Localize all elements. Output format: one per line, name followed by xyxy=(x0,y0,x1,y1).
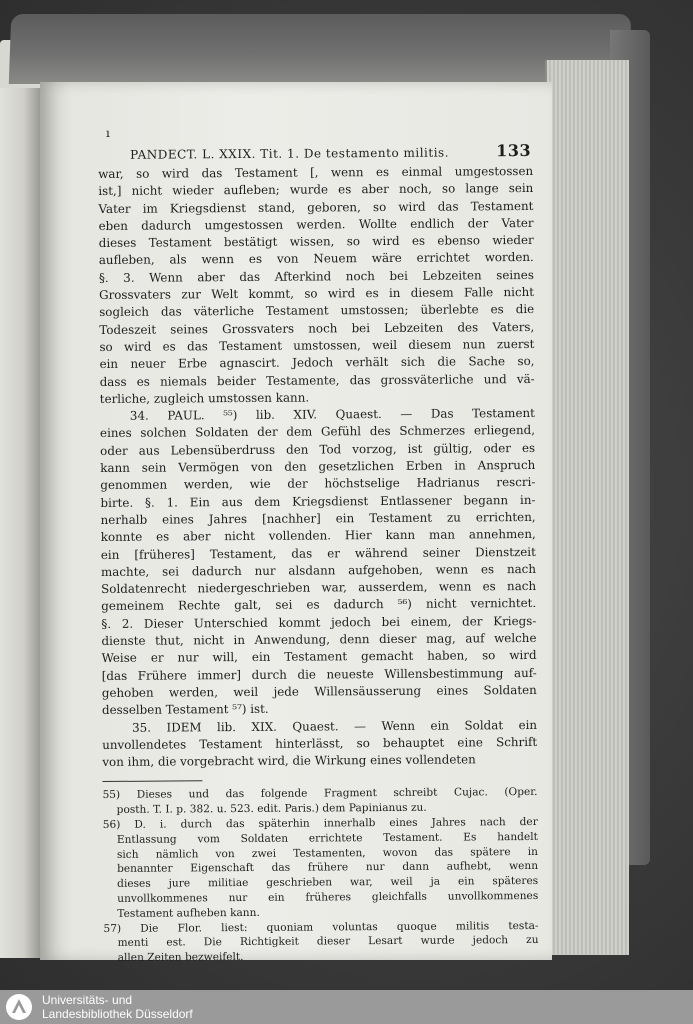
text-line: desselben Testament ⁵⁷) ist. xyxy=(101,702,269,718)
text-line: war, so wird das Testament [, wenn es einmal umgestossen xyxy=(98,163,534,181)
text-line: dieses Testament bestätigt wissen, so wird es ebenso wieder xyxy=(98,233,534,251)
text-line: so wird es das Testament umstossen, weil diesem nun zuerst xyxy=(99,336,535,354)
text-line: aufleben, als wenn es von Neuem wäre errichtet worden. xyxy=(98,250,534,268)
book-top-cover xyxy=(9,14,631,84)
footnote-line: benannter Eigenschaft das frühere nur dann aufhebt, wenn xyxy=(117,860,539,876)
footnote-line: sich nämlich von zwei Testamenten, wovon das spätere in xyxy=(116,845,538,861)
text-line: eines solchen Soldaten der dem Gefühl des Schmerzes erliegend, xyxy=(99,423,536,441)
text-line: Weise er nur will, ein Testament gemacht haben, so wird xyxy=(101,648,537,666)
library-logo-icon xyxy=(5,993,33,1021)
text-line: ist,] nicht wieder aufleben; wurde es aber noch, so lange sein xyxy=(98,181,534,199)
margin-mark: ı xyxy=(105,125,111,140)
text-line: §. 3. Wenn aber das Afterkind noch bei Lebzeiten seines xyxy=(98,267,534,285)
page-number: 133 xyxy=(496,140,532,161)
book-page xyxy=(40,82,552,965)
text-line: [das Frühere immer] durch die neueste Willensbestimmung auf- xyxy=(101,665,537,683)
text-line: dienste thut, nicht in Anwendung, denn dieser mag, auf welche xyxy=(101,630,537,649)
text-line: genommen werden, wie der höchstselige Hadrianus rescri- xyxy=(100,475,536,493)
footnote-line: Entlassung vom Soldaten errichtete Testament. Es handelt xyxy=(116,830,538,846)
footnote-line: posth. T. I. p. 382. u. 523. edit. Paris.) dem Papinianus zu. xyxy=(116,801,427,817)
text-line: unvollendetes Testament hinterlässt, so behauptet eine Schrift xyxy=(102,734,538,752)
library-name-line1: Universitäts- und xyxy=(42,993,133,1007)
text-line: sogleich das väterliche Testament umstossen; überlebte es die xyxy=(99,302,535,320)
footnote-line: dieses jure militiae geschrieben war, weil ja ein späteres xyxy=(117,875,539,891)
text-line: terliche, zugleich umstossen kann. xyxy=(99,390,310,406)
library-name-line2: Landesbibliothek Düsseldorf xyxy=(42,1007,193,1021)
footnote-line: Testament aufheben kann. xyxy=(117,906,260,920)
footnote-line: unvollkommenes nur ein früheres gleichfalls unvollkommenes xyxy=(117,889,539,905)
footnote-line: allen Zeiten bezweifelt. xyxy=(117,951,244,965)
running-header xyxy=(98,125,533,166)
page-text xyxy=(98,125,539,966)
header-title: PANDECT. L. XXIX. Tit. 1. De testamento militis. xyxy=(130,145,450,162)
text-line: ein neuer Erbe agnascirt. Jedoch verhält sich die Sache so, xyxy=(99,354,535,372)
footnote-line: menti est. Die Richtigkeit dieser Lesart wurde jedoch zu xyxy=(117,934,539,950)
text-line: eben dadurch umgestossen werden. Wollte endlich der Vater xyxy=(98,215,534,233)
text-line: Todeszeit seines Grossvaters noch bei Lebzeiten des Vaters, xyxy=(99,319,535,337)
text-line: kann sein Vermögen von den gesetzlichen Erben in Anspruch xyxy=(100,458,536,476)
text-line: 34. PAUL. ⁵⁵) lib. XIV. Quaest. — Das Testament xyxy=(129,406,535,423)
footnote-line: 55) Dieses und das folgende Fragment schreibt Cujac. (Oper. xyxy=(102,786,538,802)
page-edges xyxy=(545,60,629,955)
text-line: nerhalb eines Jahres [nachher] ein Testament zu errichten, xyxy=(100,509,536,527)
text-line: oder aus Lebensüberdruss den Tod vorzog, ist gültig, oder es xyxy=(100,440,536,458)
footnote-rule xyxy=(102,781,202,783)
body-text xyxy=(98,163,537,771)
text-line: von ihm, die vorgebracht wird, die Wirkung eines vollendeten xyxy=(102,752,476,770)
text-line: machte, sei dadurch nur alsdann aufgehoben, wenn es nach xyxy=(100,561,537,579)
text-line: konnte es aber nicht vollenden. Hier kann man annehmen, xyxy=(100,527,536,545)
left-page xyxy=(0,88,40,958)
text-line: Soldatenrecht niedergeschrieben war, ausserdem, wenn es nach xyxy=(101,579,537,597)
footnote-line: 57) Die Flor. liest: quoniam voluntas quoque militis testa- xyxy=(103,919,539,935)
text-line: §. 2. Dieser Unterschied kommt jedoch bei einem, der Kriegs- xyxy=(101,613,537,631)
text-line: gemeinem Rechte galt, sei es dadurch ⁵⁶) nicht vernichtet. xyxy=(101,596,537,614)
text-line: gehoben werden, weil jede Willensäusserung eines Soldaten xyxy=(101,682,537,700)
text-line: dass es niemals beider Testamente, das grossväterliche und vä- xyxy=(99,371,535,389)
text-line: 35. IDEM lib. XIX. Quaest. — Wenn ein Soldat ein xyxy=(132,717,538,735)
library-footer xyxy=(0,990,693,1024)
footnote-line: 56) D. i. durch das späterhin innerhalb eines Jahres nach der xyxy=(102,815,538,831)
text-line: Grossvaters zur Welt kommt, so wird es in diesem Falle nicht xyxy=(99,285,535,303)
text-line: Vater im Kriegsdienst stand, geboren, so wird das Testament xyxy=(98,198,534,216)
text-line: birte. §. 1. Ein aus dem Kriegsdienst Entlassener begann in- xyxy=(100,492,536,510)
footnotes xyxy=(102,785,538,966)
text-line: ein [früheres] Testament, das er während seiner Dienstzeit xyxy=(100,544,536,562)
